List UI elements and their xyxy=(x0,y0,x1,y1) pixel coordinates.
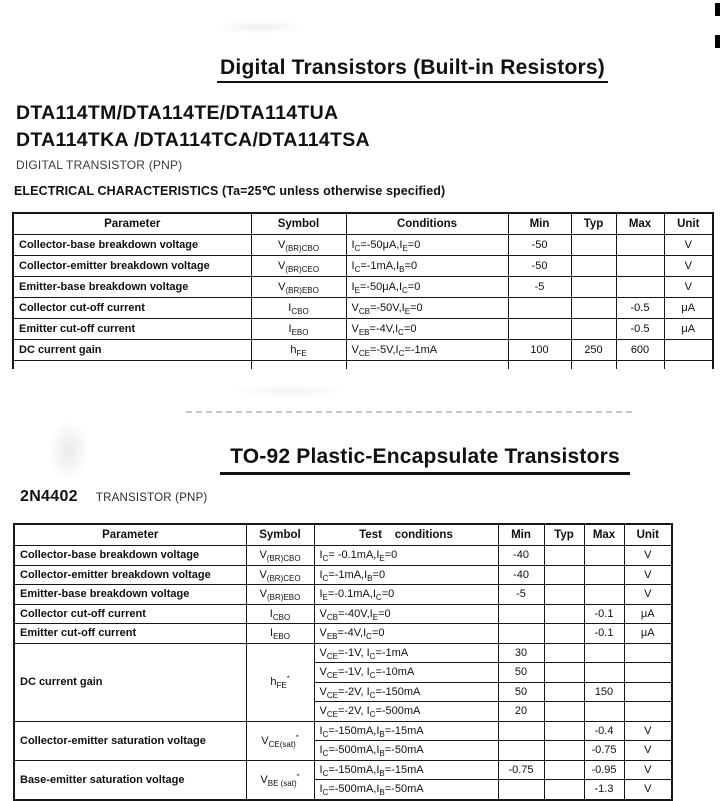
table-cell: Emitter-base breakdown voltage xyxy=(13,277,251,298)
table-cell xyxy=(13,361,251,370)
table-cell: $V_{CE}=-2V$, $I_C=-500mA$ xyxy=(314,702,498,722)
table-cell xyxy=(616,235,664,256)
table-cell xyxy=(544,663,584,683)
dta114-table xyxy=(12,212,714,369)
table-cell xyxy=(508,361,571,370)
table-cell: V xyxy=(624,741,672,761)
part-numbers-line2: DTA114TKA /DTA114TCA/DTA114TSA xyxy=(16,129,370,151)
table-cell xyxy=(624,682,672,702)
table-cell: $h_{FE}^*$ xyxy=(246,643,314,721)
table-cell: -40 xyxy=(498,546,544,566)
table-cell: Emitter cut-off current xyxy=(14,624,246,644)
table-cell: -0.1 xyxy=(584,604,624,624)
table-cell xyxy=(498,624,544,644)
table-cell: -0.4 xyxy=(584,721,624,741)
table-row xyxy=(13,298,713,319)
table-cell xyxy=(508,298,571,319)
column-header: Typ xyxy=(544,524,584,546)
table-cell: $I_C=-150mA,I_B=-15mA$ xyxy=(314,721,498,741)
table-cell: 250 xyxy=(571,340,616,361)
table-cell: $I_C=-150mA,I_B=-15mA$ xyxy=(314,760,498,780)
table-cell xyxy=(616,277,664,298)
table-cell xyxy=(624,663,672,683)
table-cell xyxy=(498,721,544,741)
table-row xyxy=(13,235,713,256)
column-header: Max xyxy=(584,524,624,546)
table-cell: $V_{CE}=-1V$, $I_C=-1mA$ xyxy=(314,643,498,663)
table-cell: $V_{CE(sat)}^*$ xyxy=(246,721,314,760)
part-numbers xyxy=(16,100,370,154)
table-cell: μA xyxy=(624,604,672,624)
table-cell: μA xyxy=(664,319,713,340)
table-cell: Collector cut-off current xyxy=(14,604,246,624)
column-header: Test conditions xyxy=(314,524,498,546)
table-cell xyxy=(584,702,624,722)
table-cell xyxy=(571,235,616,256)
table-cell: $V_{(BR)CBO}$ xyxy=(246,546,314,566)
table-cell: $V_{CE}=-2V$, $I_C=-150mA$ xyxy=(314,682,498,702)
table-cell xyxy=(544,624,584,644)
table-cell xyxy=(251,361,346,370)
table-cell: Collector-emitter breakdown voltage xyxy=(13,256,251,277)
column-header: Typ xyxy=(571,213,616,235)
scan-artifact-bar xyxy=(715,35,720,48)
table-cell: 150 xyxy=(584,682,624,702)
table-cell: $I_E=-50\mu A,I_C=0$ xyxy=(346,277,508,298)
column-header: Symbol xyxy=(246,524,314,546)
device-type-label: TRANSISTOR (PNP) xyxy=(95,492,208,504)
table-cell: -50 xyxy=(508,235,571,256)
table-cell: V xyxy=(624,585,672,605)
table-cell: $I_{EBO}$ xyxy=(251,319,346,340)
table-cell xyxy=(616,361,664,370)
table-cell xyxy=(571,277,616,298)
table-cell: V xyxy=(664,235,713,256)
table-cell: $V_{BE (sat)}^*$ xyxy=(246,760,314,800)
column-header: Unit xyxy=(624,524,672,546)
table-cell: $V_{CB}=-50V,I_E=0$ xyxy=(346,298,508,319)
table-cell: 600 xyxy=(616,340,664,361)
table-row xyxy=(14,585,672,605)
table-row xyxy=(14,643,672,663)
table-cell xyxy=(571,298,616,319)
header-row xyxy=(14,524,672,546)
table-cell xyxy=(498,741,544,761)
table-cell: V xyxy=(624,721,672,741)
table-cell xyxy=(498,604,544,624)
table-cell xyxy=(571,319,616,340)
table-cell: V xyxy=(624,780,672,800)
section2-title-text: TO-92 Plastic-Encapsulate Transistors xyxy=(220,445,630,475)
table-row xyxy=(13,319,713,340)
table-cell: -5 xyxy=(498,585,544,605)
table-cell: -0.5 xyxy=(616,319,664,340)
table-cell: Emitter-base breakdown voltage xyxy=(14,585,246,605)
scan-smudge xyxy=(215,20,305,34)
table-cell: $I_C=-500mA,I_B=-50mA$ xyxy=(314,780,498,800)
table-cell: 100 xyxy=(508,340,571,361)
header-row xyxy=(13,213,713,235)
column-header: Parameter xyxy=(14,524,246,546)
table-cell xyxy=(544,604,584,624)
table-cell: $I_C=-500mA,I_B=-50mA$ xyxy=(314,741,498,761)
table-row xyxy=(14,624,672,644)
table-cell xyxy=(544,741,584,761)
table-cell: $V_{(BR)CEO}$ xyxy=(251,256,346,277)
table-cell: -1.3 xyxy=(584,780,624,800)
table-cell xyxy=(616,256,664,277)
table-cell xyxy=(544,780,584,800)
table-cell: Collector-emitter breakdown voltage xyxy=(14,565,246,585)
table-cell: -5 xyxy=(508,277,571,298)
table-cell xyxy=(544,702,584,722)
cropped-row-stub xyxy=(13,361,713,370)
table-cell xyxy=(508,319,571,340)
column-header: Min xyxy=(508,213,571,235)
table-cell: Emitter cut-off current xyxy=(13,319,251,340)
table-cell: Collector-base breakdown voltage xyxy=(13,235,251,256)
table-row xyxy=(14,546,672,566)
table-row xyxy=(14,565,672,585)
column-header: Parameter xyxy=(13,213,251,235)
table-cell xyxy=(584,663,624,683)
table-cell: -50 xyxy=(508,256,571,277)
table-cell: $I_{CBO}$ xyxy=(251,298,346,319)
dashed-separator xyxy=(186,411,632,413)
table-cell: $V_{CE}=-5V,I_C=-1mA$ xyxy=(346,340,508,361)
table-cell: $I_E=-0.1mA,I_C=0$ xyxy=(314,585,498,605)
table-cell: -0.95 xyxy=(584,760,624,780)
table-cell: 50 xyxy=(498,682,544,702)
table-cell: $V_{CE}=-1V$, $I_C=-10mA$ xyxy=(314,663,498,683)
table-cell: -0.75 xyxy=(498,760,544,780)
column-header: Symbol xyxy=(251,213,346,235)
table-cell xyxy=(664,340,713,361)
table-row xyxy=(14,760,672,780)
table-row xyxy=(14,721,672,741)
table-cell xyxy=(544,643,584,663)
table-cell xyxy=(544,565,584,585)
table-cell: $V_{(BR)EBO}$ xyxy=(246,585,314,605)
table-cell xyxy=(544,546,584,566)
table-cell: V xyxy=(624,565,672,585)
part-numbers-line1: DTA114TM/DTA114TE/DTA114TUA xyxy=(16,102,339,124)
scan-smudge xyxy=(48,420,90,482)
table-cell xyxy=(544,721,584,741)
scan-smudge xyxy=(230,385,350,397)
table-cell xyxy=(544,682,584,702)
column-header: Min xyxy=(498,524,544,546)
table-cell xyxy=(544,760,584,780)
table-cell: $I_C=-1mA,I_B=0$ xyxy=(314,565,498,585)
table-cell: V xyxy=(624,546,672,566)
table-cell: $I_C=-50\mu A,I_E=0$ xyxy=(346,235,508,256)
table-cell: $h_{FE}$ xyxy=(251,340,346,361)
section1-title xyxy=(105,56,720,83)
scan-artifact-bar xyxy=(715,3,720,16)
column-header: Max xyxy=(616,213,664,235)
table-cell xyxy=(584,546,624,566)
table-cell xyxy=(544,585,584,605)
table-cell: $I_C= -0.1mA,I_E=0$ xyxy=(314,546,498,566)
table-cell: DC current gain xyxy=(14,643,246,721)
table-cell xyxy=(346,361,508,370)
table-cell: $I_{EBO}$ xyxy=(246,624,314,644)
table-cell xyxy=(584,643,624,663)
table-cell: DC current gain xyxy=(13,340,251,361)
part-number-row xyxy=(20,488,207,506)
table-cell: V xyxy=(624,760,672,780)
2n4402-table xyxy=(13,523,673,801)
table-cell xyxy=(584,585,624,605)
table-cell: 20 xyxy=(498,702,544,722)
table-cell: $V_{(BR)CBO}$ xyxy=(251,235,346,256)
table-cell: $V_{(BR)CEO}$ xyxy=(246,565,314,585)
table-cell: V xyxy=(664,277,713,298)
part-number: 2N4402 xyxy=(20,488,78,505)
table-cell: Collector-base breakdown voltage xyxy=(14,546,246,566)
table-row xyxy=(13,340,713,361)
table-cell: -0.5 xyxy=(616,298,664,319)
table-cell xyxy=(498,780,544,800)
section1-title-text: Digital Transistors (Built-in Resistors) xyxy=(217,56,608,83)
table-row xyxy=(13,256,713,277)
table-cell: $V_{EB}=-4V,I_C=0$ xyxy=(346,319,508,340)
table-row xyxy=(14,604,672,624)
table-row xyxy=(13,277,713,298)
column-header: Conditions xyxy=(346,213,508,235)
table-cell xyxy=(624,702,672,722)
table-cell: μA xyxy=(664,298,713,319)
table-cell: Collector-emitter saturation voltage xyxy=(14,721,246,760)
table-cell: $I_{CBO}$ xyxy=(246,604,314,624)
section2-title xyxy=(130,445,720,475)
table-cell xyxy=(624,643,672,663)
table-cell: 30 xyxy=(498,643,544,663)
table-cell: -40 xyxy=(498,565,544,585)
table-cell: μA xyxy=(624,624,672,644)
table-cell: $V_{CB}=-40V,I_E=0$ xyxy=(314,604,498,624)
table-cell: V xyxy=(664,256,713,277)
table-cell: $I_C=-1mA,I_B=0$ xyxy=(346,256,508,277)
table-cell: -0.75 xyxy=(584,741,624,761)
table-cell: 50 xyxy=(498,663,544,683)
table-cell: $V_{(BR)EBO}$ xyxy=(251,277,346,298)
table-cell: -0.1 xyxy=(584,624,624,644)
table-cell xyxy=(584,565,624,585)
table-cell: Base-emitter saturation voltage xyxy=(14,760,246,800)
table-cell xyxy=(664,361,713,370)
table-cell xyxy=(571,361,616,370)
table-cell: Collector cut-off current xyxy=(13,298,251,319)
table-cell xyxy=(571,256,616,277)
device-type-label: DIGITAL TRANSISTOR (PNP) xyxy=(16,158,183,172)
electrical-characteristics-heading: ELECTRICAL CHARACTERISTICS (Ta=25℃ unless otherwise specified) xyxy=(14,184,446,198)
column-header: Unit xyxy=(664,213,713,235)
table-cell: $V_{EB}=-4V,I_C=0$ xyxy=(314,624,498,644)
